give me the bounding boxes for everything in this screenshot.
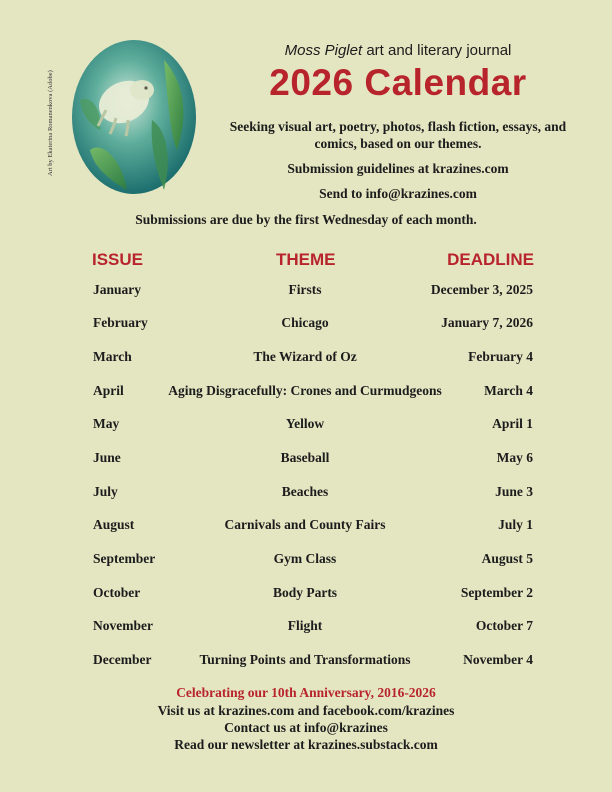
issue-month: October [93,585,141,600]
issue-column-header: ISSUE [92,250,144,269]
guidelines-text: Submission guidelines at krazines.com [287,161,509,176]
issue-month: March [93,349,132,364]
issue-month: February [93,315,148,330]
contact-text: Contact us at info@krazines [224,720,388,735]
issue-deadline: February 4 [468,349,533,364]
issue-deadline: March 4 [484,383,533,398]
issue-theme: Turning Points and Transformations [199,652,411,667]
issue-month: January [93,282,142,297]
issue-month: September [93,551,156,566]
visit-text: Visit us at krazines.com and facebook.com/krazines [157,703,455,718]
issue-deadline: July 1 [498,517,533,532]
issue-deadline: September 2 [460,585,533,600]
issue-month: December [93,652,152,667]
journal-line [228,42,568,59]
table-row [0,383,612,403]
table-row [0,551,612,571]
table-row [0,652,612,672]
issue-month: June [93,450,121,465]
table-row [0,585,612,605]
issue-theme: Carnivals and County Fairs [224,517,386,532]
table-row [0,416,612,436]
issue-theme: Flight [287,618,323,633]
table-row [0,282,612,302]
issue-deadline: June 3 [495,484,533,499]
anniversary-text: Celebrating our 10th Anniversary, 2016-2026 [176,685,436,700]
tardigrade-illustration [72,40,196,194]
issue-month: April [93,383,124,398]
issue-deadline: May 6 [496,450,533,465]
table-row [0,315,612,335]
page-title: 2026 Calendar [269,62,527,103]
issue-month: May [93,416,120,431]
deadline-column-header: DEADLINE [447,250,534,269]
table-row [0,484,612,504]
issue-deadline: April 1 [492,416,533,431]
issue-month: August [93,517,135,532]
newsletter-text: Read our newsletter at krazines.substack.com [174,737,438,752]
issue-theme: Baseball [280,450,330,465]
issue-theme: Yellow [285,416,325,431]
issue-deadline: November 4 [463,652,533,667]
issue-month: November [93,618,153,633]
issue-theme: The Wizard of Oz [253,349,357,364]
issue-deadline: August 5 [481,551,533,566]
issue-theme: Body Parts [272,585,338,600]
issue-theme: Firsts [288,282,322,297]
theme-column-header: THEME [276,250,336,269]
table-row [0,450,612,470]
issue-deadline: December 3, 2025 [430,282,533,297]
issue-theme: Gym Class [273,551,337,566]
journal-name: Moss Piglet [284,42,363,59]
issue-theme: Beaches [281,484,329,499]
issue-theme: Aging Disgracefully: Crones and Curmudgeons [168,383,442,398]
art-credit: Art by Ekaterina Romanenkova (Adobe) [47,70,54,176]
issue-deadline: October 7 [475,618,533,633]
send-to-text: Send to info@krazines.com [319,186,477,201]
issue-month: July [93,484,118,499]
seeking-text: Seeking visual art, poetry, photos, flash fiction, essays, and comics, based on our themes. [229,119,567,151]
table-row [0,517,612,537]
issue-theme: Chicago [281,315,329,330]
journal-descriptor: art and literary journal [366,42,512,59]
due-note: Submissions are due by the first Wednesday of each month. [135,212,477,227]
table-row [0,618,612,638]
table-row [0,349,612,369]
issue-deadline: January 7, 2026 [441,315,533,330]
